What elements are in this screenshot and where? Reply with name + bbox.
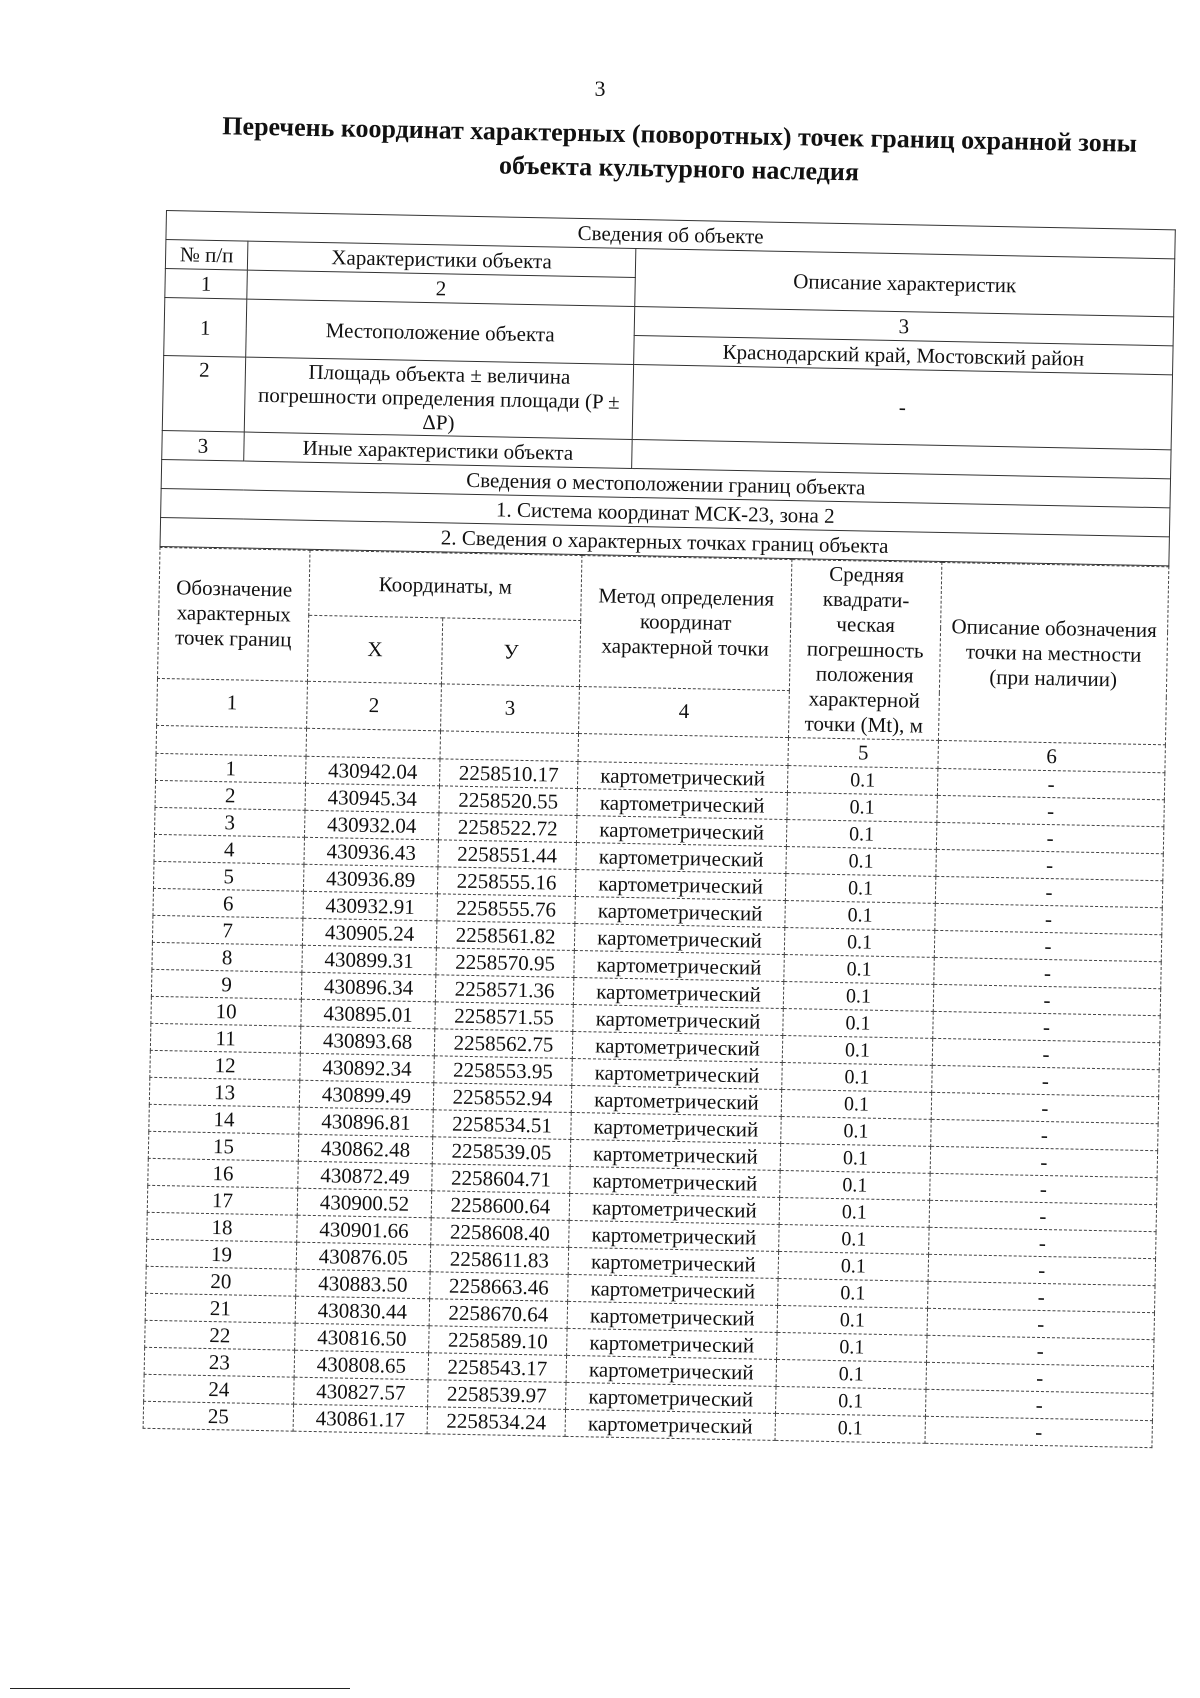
point-error: 0.1 xyxy=(783,1008,933,1038)
point-x: 430816.50 xyxy=(295,1323,429,1353)
error-header: Средняя квадрати-ческая погрешность положения характерной точки (Mt), м xyxy=(789,560,942,741)
point-error: 0.1 xyxy=(776,1359,926,1389)
x-header: X xyxy=(307,616,442,684)
point-description: - xyxy=(937,768,1164,799)
point-x: 430862.48 xyxy=(298,1134,432,1164)
point-error: 0.1 xyxy=(784,928,934,958)
point-x: 430899.31 xyxy=(302,945,436,975)
point-error: 0.1 xyxy=(784,955,934,985)
point-y: 2258539.05 xyxy=(432,1137,571,1167)
point-x: 430936.89 xyxy=(303,864,437,894)
points-header: 2. Сведения о характерных точках границ объекта xyxy=(160,517,1169,565)
point-y: 2258510.17 xyxy=(439,759,578,789)
point-number: 3 xyxy=(155,807,305,837)
point-method: картометрический xyxy=(573,977,783,1008)
col-index: 2 xyxy=(307,681,442,731)
point-description: - xyxy=(929,1227,1156,1258)
col-index: 1 xyxy=(165,268,248,299)
point-y: 2258534.51 xyxy=(433,1110,572,1140)
location-header: Сведения о местоположении границ объекта xyxy=(161,459,1170,507)
point-method: картометрический xyxy=(567,1301,777,1332)
point-method: картометрический xyxy=(574,923,784,954)
point-number: 8 xyxy=(152,942,302,972)
page-number: 3 xyxy=(594,76,606,101)
point-error: 0.1 xyxy=(775,1413,925,1443)
point-number: 19 xyxy=(146,1239,296,1269)
point-y: 2258539.97 xyxy=(428,1380,567,1410)
point-x: 430876.05 xyxy=(296,1242,430,1272)
point-x: 430896.34 xyxy=(301,972,435,1002)
object-row-number: 1 xyxy=(164,297,247,357)
point-method: картометрический xyxy=(575,869,785,900)
point-method: картометрический xyxy=(570,1139,780,1170)
point-method: картометрический xyxy=(567,1328,777,1359)
point-error: 0.1 xyxy=(777,1332,927,1362)
point-error: 0.1 xyxy=(787,766,937,796)
point-method: картометрический xyxy=(577,789,787,820)
point-description: - xyxy=(930,1173,1157,1204)
point-x: 430900.52 xyxy=(297,1188,431,1218)
point-description: - xyxy=(927,1308,1154,1339)
point-y: 2258571.36 xyxy=(435,975,574,1005)
col-index: 5 xyxy=(788,738,939,769)
point-error: 0.1 xyxy=(781,1116,931,1146)
point-x: 430883.50 xyxy=(296,1269,430,1299)
point-number: 18 xyxy=(147,1212,297,1242)
point-number: 20 xyxy=(146,1266,296,1296)
point-description: - xyxy=(928,1281,1155,1312)
points-table xyxy=(143,547,1170,1448)
point-method: картометрический xyxy=(565,1409,775,1440)
object-row-value: Краснодарский край, Мостовский район xyxy=(634,336,1173,375)
point-description: - xyxy=(934,957,1161,988)
point-x: 430827.57 xyxy=(294,1377,428,1407)
point-error: 0.1 xyxy=(782,1035,932,1065)
point-description: - xyxy=(925,1416,1152,1447)
col-index xyxy=(578,734,788,766)
point-error: 0.1 xyxy=(786,847,936,877)
coordinate-system: 1. Система координат МСК-23, зона 2 xyxy=(161,488,1170,536)
point-y: 2258555.16 xyxy=(437,867,576,897)
point-y: 2258663.46 xyxy=(430,1272,569,1302)
point-method: картометрический xyxy=(566,1355,776,1386)
point-y: 2258522.72 xyxy=(438,813,577,843)
point-error: 0.1 xyxy=(776,1386,926,1416)
point-description: - xyxy=(932,1065,1159,1096)
description-header: Описание обозначения точки на местности (при наличии) xyxy=(938,562,1168,744)
point-number: 16 xyxy=(148,1158,298,1188)
point-x: 430901.66 xyxy=(297,1215,431,1245)
coordinates-sheet xyxy=(143,210,1176,1448)
point-x: 430893.68 xyxy=(300,1026,434,1056)
point-y: 2258552.94 xyxy=(433,1083,572,1113)
col-description-header: Описание характеристик xyxy=(635,249,1175,317)
point-number: 6 xyxy=(153,888,303,918)
point-method: картометрический xyxy=(574,950,784,981)
point-x: 430899.49 xyxy=(299,1080,433,1110)
point-error: 0.1 xyxy=(787,793,937,823)
point-x: 430830.44 xyxy=(295,1296,429,1326)
point-number: 13 xyxy=(149,1077,299,1107)
point-method: картометрический xyxy=(572,1058,782,1089)
col-characteristics-header: Характеристики объекта xyxy=(247,241,635,277)
point-y: 2258670.64 xyxy=(429,1299,568,1329)
designation-header: Обозначение характерных точек границ xyxy=(158,547,310,681)
point-error: 0.1 xyxy=(780,1170,930,1200)
point-number: 12 xyxy=(150,1050,300,1080)
point-description: - xyxy=(937,795,1164,826)
point-number: 4 xyxy=(154,834,304,864)
point-method: картометрический xyxy=(566,1382,776,1413)
point-number: 21 xyxy=(145,1293,295,1323)
point-method: картометрический xyxy=(577,762,787,793)
method-header: Метод определения координат характерной точки xyxy=(579,556,791,691)
point-error: 0.1 xyxy=(777,1305,927,1335)
point-method: картометрический xyxy=(572,1031,782,1062)
point-description: - xyxy=(931,1092,1158,1123)
point-description: - xyxy=(925,1389,1152,1420)
point-y: 2258555.76 xyxy=(437,894,576,924)
point-x: 430872.49 xyxy=(298,1161,432,1191)
point-number: 1 xyxy=(156,753,306,783)
point-x: 430896.81 xyxy=(299,1107,433,1137)
object-row-name: Иные характеристики объекта xyxy=(244,432,632,468)
point-description: - xyxy=(933,1011,1160,1042)
point-error: 0.1 xyxy=(779,1224,929,1254)
point-x: 430932.91 xyxy=(303,891,437,921)
point-x: 430932.04 xyxy=(304,810,438,840)
point-number: 23 xyxy=(144,1347,294,1377)
point-y: 2258600.64 xyxy=(431,1191,570,1221)
point-error: 0.1 xyxy=(783,982,933,1012)
point-x: 430942.04 xyxy=(306,756,440,786)
point-method: картометрический xyxy=(576,842,786,873)
point-error: 0.1 xyxy=(782,1062,932,1092)
point-number: 7 xyxy=(152,915,302,945)
point-error: 0.1 xyxy=(785,901,935,931)
point-description: - xyxy=(936,822,1163,853)
point-method: картометрический xyxy=(571,1112,781,1143)
object-info-table xyxy=(160,210,1176,566)
point-y: 2258553.95 xyxy=(434,1056,573,1086)
point-x: 430892.34 xyxy=(300,1053,434,1083)
page-title: Перечень координат характерных (поворотных) точек границ охранной зоны объекта культурного наследия xyxy=(222,111,1138,187)
point-number: 14 xyxy=(149,1104,299,1134)
point-error: 0.1 xyxy=(778,1251,928,1281)
point-method: картометрический xyxy=(570,1166,780,1197)
point-y: 2258562.75 xyxy=(434,1029,573,1059)
coords-header: Координаты, м xyxy=(309,550,582,621)
point-number: 25 xyxy=(143,1401,293,1431)
point-number: 9 xyxy=(151,969,301,999)
footnote-divider xyxy=(10,1688,350,1689)
point-description: - xyxy=(931,1119,1158,1150)
point-error: 0.1 xyxy=(785,874,935,904)
point-y: 2258604.71 xyxy=(432,1164,571,1194)
object-row-value: - xyxy=(632,365,1172,450)
point-y: 2258608.40 xyxy=(431,1218,570,1248)
point-y: 2258520.55 xyxy=(439,786,578,816)
col-index: 6 xyxy=(938,740,1165,772)
point-description: - xyxy=(933,984,1160,1015)
point-description: - xyxy=(932,1038,1159,1069)
point-description: - xyxy=(935,903,1162,934)
point-y: 2258589.10 xyxy=(429,1326,568,1356)
point-description: - xyxy=(927,1335,1154,1366)
point-method: картометрический xyxy=(568,1274,778,1305)
col-number-header: № п/п xyxy=(165,240,248,271)
point-description: - xyxy=(936,849,1163,880)
col-index: 3 xyxy=(441,684,580,734)
point-error: 0.1 xyxy=(779,1197,929,1227)
point-number: 15 xyxy=(148,1131,298,1161)
point-description: - xyxy=(929,1200,1156,1231)
col-index xyxy=(306,728,441,759)
object-row-name: Местоположение объекта xyxy=(246,299,635,364)
point-method: картометрический xyxy=(573,1004,783,1035)
point-x: 430861.17 xyxy=(293,1404,427,1434)
point-y: 2258534.24 xyxy=(427,1407,566,1437)
point-error: 0.1 xyxy=(778,1278,928,1308)
point-method: картометрический xyxy=(575,896,785,927)
point-number: 22 xyxy=(145,1320,295,1350)
point-number: 24 xyxy=(144,1374,294,1404)
point-x: 430905.24 xyxy=(302,918,436,948)
point-error: 0.1 xyxy=(786,820,936,850)
point-y: 2258561.82 xyxy=(436,921,575,951)
point-description: - xyxy=(928,1254,1155,1285)
point-number: 17 xyxy=(147,1185,297,1215)
point-description: - xyxy=(926,1362,1153,1393)
point-x: 430945.34 xyxy=(305,783,439,813)
point-method: картометрический xyxy=(569,1220,779,1251)
y-header: У xyxy=(441,618,580,686)
point-y: 2258543.17 xyxy=(428,1353,567,1383)
point-y: 2258551.44 xyxy=(438,840,577,870)
point-y: 2258571.55 xyxy=(435,1002,574,1032)
col-index: 4 xyxy=(579,686,790,737)
point-description: - xyxy=(934,930,1161,961)
col-index: 2 xyxy=(247,270,635,306)
object-row-name: Площадь объекта ± величина погрешности определения площади (P ± ΔP) xyxy=(244,357,633,439)
object-row-number: 3 xyxy=(162,430,245,461)
point-number: 10 xyxy=(151,996,301,1026)
point-x: 430936.43 xyxy=(304,837,438,867)
object-info-header: Сведения об объекте xyxy=(166,211,1175,259)
point-y: 2258611.83 xyxy=(430,1245,569,1275)
point-method: картометрический xyxy=(569,1193,779,1224)
col-index xyxy=(440,731,579,762)
point-number: 5 xyxy=(153,861,303,891)
point-description: - xyxy=(935,876,1162,907)
point-method: картометрический xyxy=(568,1247,778,1278)
point-x: 430895.01 xyxy=(301,999,435,1029)
col-index: 1 xyxy=(157,678,308,728)
col-index xyxy=(156,725,307,756)
point-method: картометрический xyxy=(571,1085,781,1116)
point-number: 11 xyxy=(150,1023,300,1053)
point-method: картометрический xyxy=(576,816,786,847)
point-description: - xyxy=(930,1146,1157,1177)
col-index: 3 xyxy=(634,307,1173,346)
points-body xyxy=(143,753,1165,1447)
point-error: 0.1 xyxy=(780,1143,930,1173)
point-error: 0.1 xyxy=(781,1089,931,1119)
point-y: 2258570.95 xyxy=(436,948,575,978)
object-row-number: 2 xyxy=(162,355,245,432)
point-x: 430808.65 xyxy=(294,1350,428,1380)
point-number: 2 xyxy=(155,780,305,810)
